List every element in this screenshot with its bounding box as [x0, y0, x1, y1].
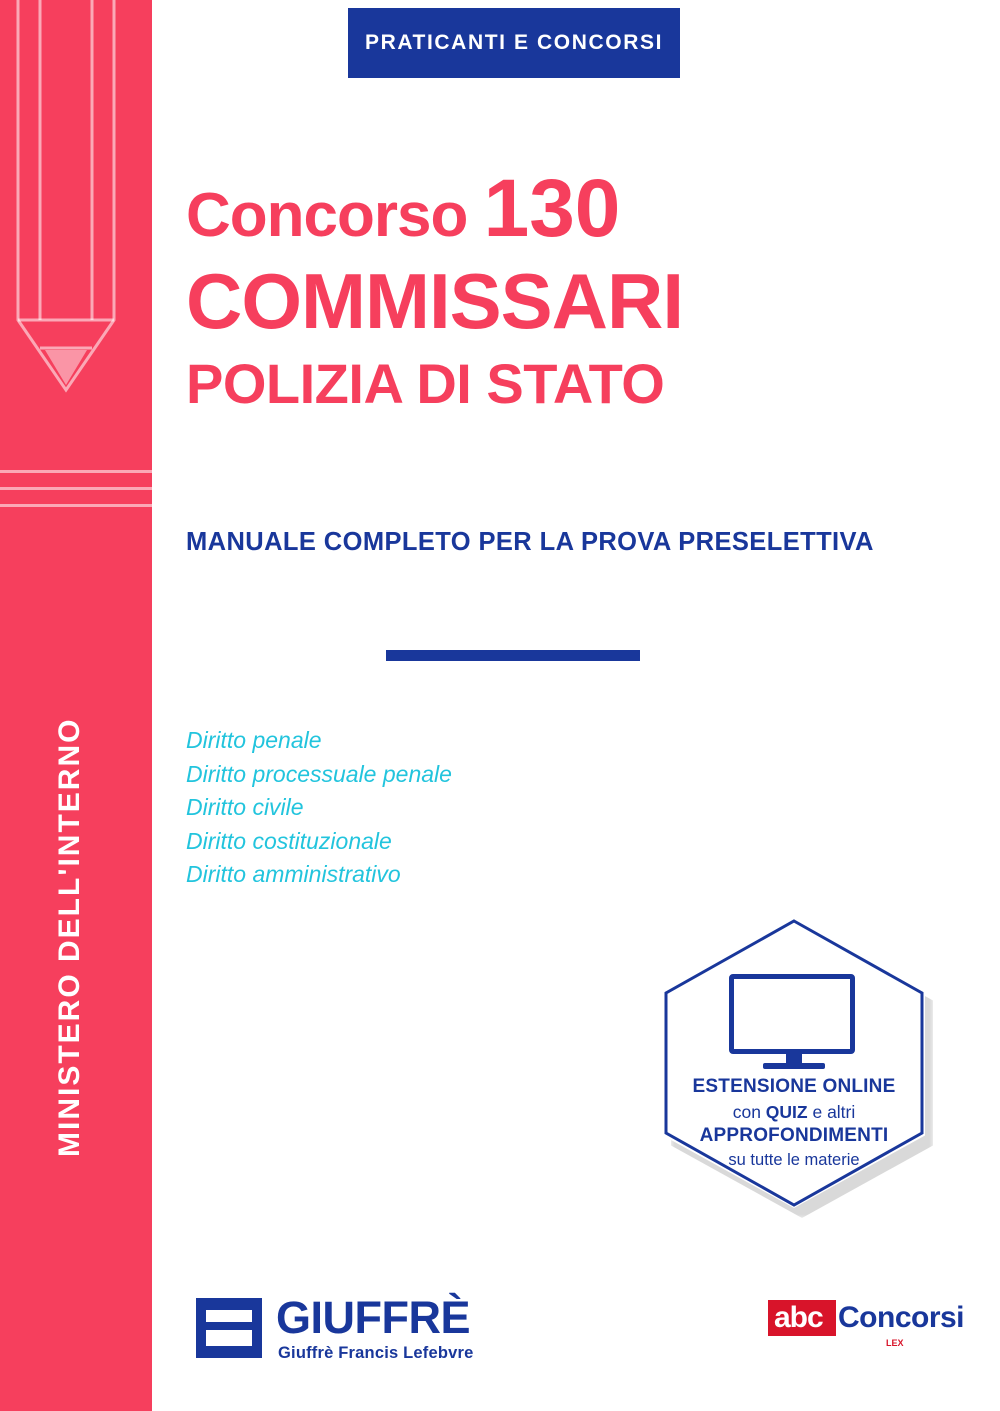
badge-line-2-post: e altri — [807, 1102, 856, 1122]
title-block — [186, 163, 966, 415]
publisher-tagline: Giuffrè Francis Lefebvre — [278, 1344, 474, 1362]
badge-line-4: su tutte le materie — [728, 1151, 860, 1169]
giuffre-mark-icon — [196, 1298, 262, 1358]
title-line-3: POLIZIA DI STATO — [186, 352, 665, 415]
cover-subtitle: MANUALE COMPLETO PER LA PROVA PRESELETTIVA — [186, 528, 874, 556]
badge-line-1: ESTENSIONE ONLINE — [692, 1076, 896, 1097]
subject-list — [186, 724, 786, 892]
title-number: 130 — [483, 163, 621, 254]
subject-item: Diritto civile — [186, 794, 304, 820]
publisher-name: GIUFFRÈ — [276, 1292, 470, 1343]
title-line-2: COMMISSARI — [186, 257, 683, 345]
title-line-1 — [186, 163, 966, 254]
online-extension-badge — [663, 918, 935, 1218]
badge-text — [671, 1076, 917, 1170]
badge-line-3: APPROFONDIMENTI — [699, 1125, 889, 1146]
subject-item: Diritto processuale penale — [186, 760, 452, 787]
series-badge-label: PRATICANTI E CONCORSI — [364, 31, 664, 54]
imprint-logo — [768, 1300, 965, 1362]
publisher-logo — [196, 1292, 616, 1372]
divider-rule — [386, 650, 640, 661]
series-badge — [348, 8, 680, 78]
spine-label: MINISTERO DELL'INTERNO — [53, 717, 86, 1157]
imprint-tag: LEX — [886, 1338, 904, 1348]
badge-line-2-bold: QUIZ — [765, 1102, 808, 1122]
badge-line-2-pre: con — [732, 1102, 766, 1122]
title-word-concorso: Concorso — [186, 181, 468, 250]
subject-item: Diritto costituzionale — [186, 827, 392, 854]
subject-item: Diritto penale — [186, 727, 322, 753]
cover-spine — [0, 0, 152, 1411]
badge-line-2 — [671, 1102, 917, 1123]
monitor-icon — [729, 974, 859, 1066]
imprint-abc-block — [768, 1300, 836, 1336]
subject-item: Diritto amministrativo — [186, 861, 401, 887]
imprint-abc-text: abc — [774, 1301, 823, 1334]
imprint-concorsi-text: Concorsi — [838, 1301, 965, 1334]
